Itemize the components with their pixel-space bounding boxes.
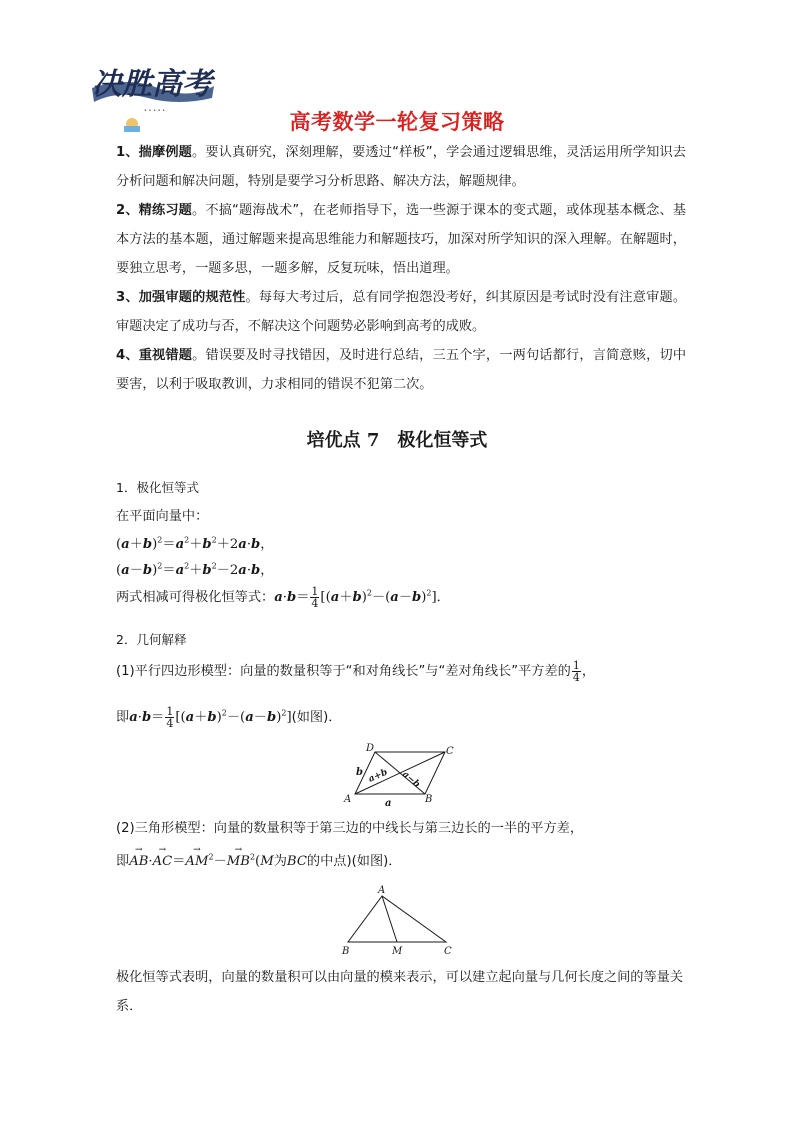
triangle-figure (336, 884, 460, 960)
vertex-b: B (425, 794, 433, 805)
fraction-quarter: $\frac{1}{4}$ (572, 659, 580, 684)
vertex-d: D (366, 743, 375, 754)
tip-2 (116, 196, 686, 283)
tip-body: 。要认真研究，深刻理解，要透过“样板”，学会通过逻辑思维，灵活运用所学知识去分析问题和解决问题，特别是要学习分析思路、解决方法，解题规律。 (116, 145, 686, 189)
section-title: 培优点 7 极化恒等式 (306, 430, 488, 451)
tip-number: 3、 (116, 290, 139, 305)
heading-geometry: 2．几何解释 (116, 632, 187, 647)
tip-heading: 加强审题的规范性 (138, 290, 246, 305)
vertex-a: A (378, 885, 386, 896)
vertex-b: B (342, 946, 350, 957)
triangle-outline (348, 896, 446, 942)
page-title: 高考数学一轮复习策略 (289, 110, 505, 134)
vertex-c: C (446, 746, 454, 757)
vertex-a: A (344, 794, 352, 805)
vertex-c: C (444, 946, 452, 957)
svg-text:• • • • •: • • • • • (144, 108, 166, 114)
heading-polarization: 1．极化恒等式 (116, 480, 199, 495)
tip-number: 2、 (116, 203, 139, 218)
conclusion-text: 极化恒等式表明，向量的数量积可以由向量的模来表示，可以建立起向量与几何长度之间的等量关系． (116, 970, 684, 1014)
triangle-model-text: (2)三角形模型：向量的数量积等于第三边的中线长与第三边长的一半的平方差， (116, 821, 584, 836)
midpoint-m: M (392, 946, 403, 957)
tip-1 (116, 138, 686, 196)
tip-body: 。不搞“题海战术”，在老师指导下，选一些源于课本的变式题，或体现基本概念、基本方法的基本题，通过解题来提高思维能力和解题技巧，加深对所学知识的深入理解。在解题时，要独立思考，一题多思，一题多解，反复玩味，悟出道理。 (116, 203, 686, 276)
formula-polarization: 两式相减可得极化恒等式：a·b＝ $\frac{1}{4}$ $[(a+b)^2-(a-b)^2]$． (116, 585, 450, 610)
fraction-quarter: $\frac{1}{4}$ (311, 585, 319, 610)
tip-number: 1、 (116, 145, 139, 160)
tip-heading: 精练习题 (138, 203, 193, 218)
triangle-formula: 即→ $AB\cdot\to AC=\to AM^2-\to MB^2(M$为BC的中点)(如图)． (116, 850, 401, 869)
logo-text: 决胜高考 (92, 67, 212, 102)
tip-heading: 重视错题 (138, 348, 193, 363)
tip-heading: 揣摩例题 (138, 145, 193, 160)
label-a-plus-b: a+b (367, 767, 390, 785)
median-am (382, 896, 397, 942)
label-a-minus-b: a−b (400, 769, 422, 790)
tip-body: 。错误要及时寻找错因，及时进行总结，三五个字，一两句话都行，言简意赅，切中要害，以利于吸取教训，力求相同的错误不犯第二次。 (116, 348, 687, 392)
tip-3 (116, 283, 686, 341)
parallelogram-model-text: (1)平行四边形模型：向量的数量积等于“和对角线长”与“差对角线长”平方差的 $\frac{1}{4}$ ， (116, 659, 596, 684)
parallelogram-formula: 即a·b＝ $\frac{1}{4}$ $[(a+b)^2-(a-b)^2]$(如图)． (116, 705, 342, 730)
parallelogram-figure (340, 742, 460, 808)
intro-text: 在平面向量中： (116, 509, 209, 524)
formula-diff: $(a-b)^2=a^2+b^2-2a\cdot b$， (116, 561, 274, 578)
tip-4 (116, 341, 686, 399)
side-b: b (356, 767, 363, 778)
derive-label: 两式相减可得极化恒等式： (116, 590, 275, 605)
tip-body: 。每每大考过后，总有同学抱怨没考好，纠其原因是考试时没有注意审题。审题决定了成功与否，不解决这个问题势必影响到高考的成败。 (116, 290, 687, 334)
side-a: a (385, 798, 392, 808)
formula-sum: $(a+b)^2=a^2+b^2+2a\cdot b$， (116, 535, 274, 552)
tip-number: 4、 (116, 348, 139, 363)
fraction-quarter: $\frac{1}{4}$ (166, 705, 174, 730)
